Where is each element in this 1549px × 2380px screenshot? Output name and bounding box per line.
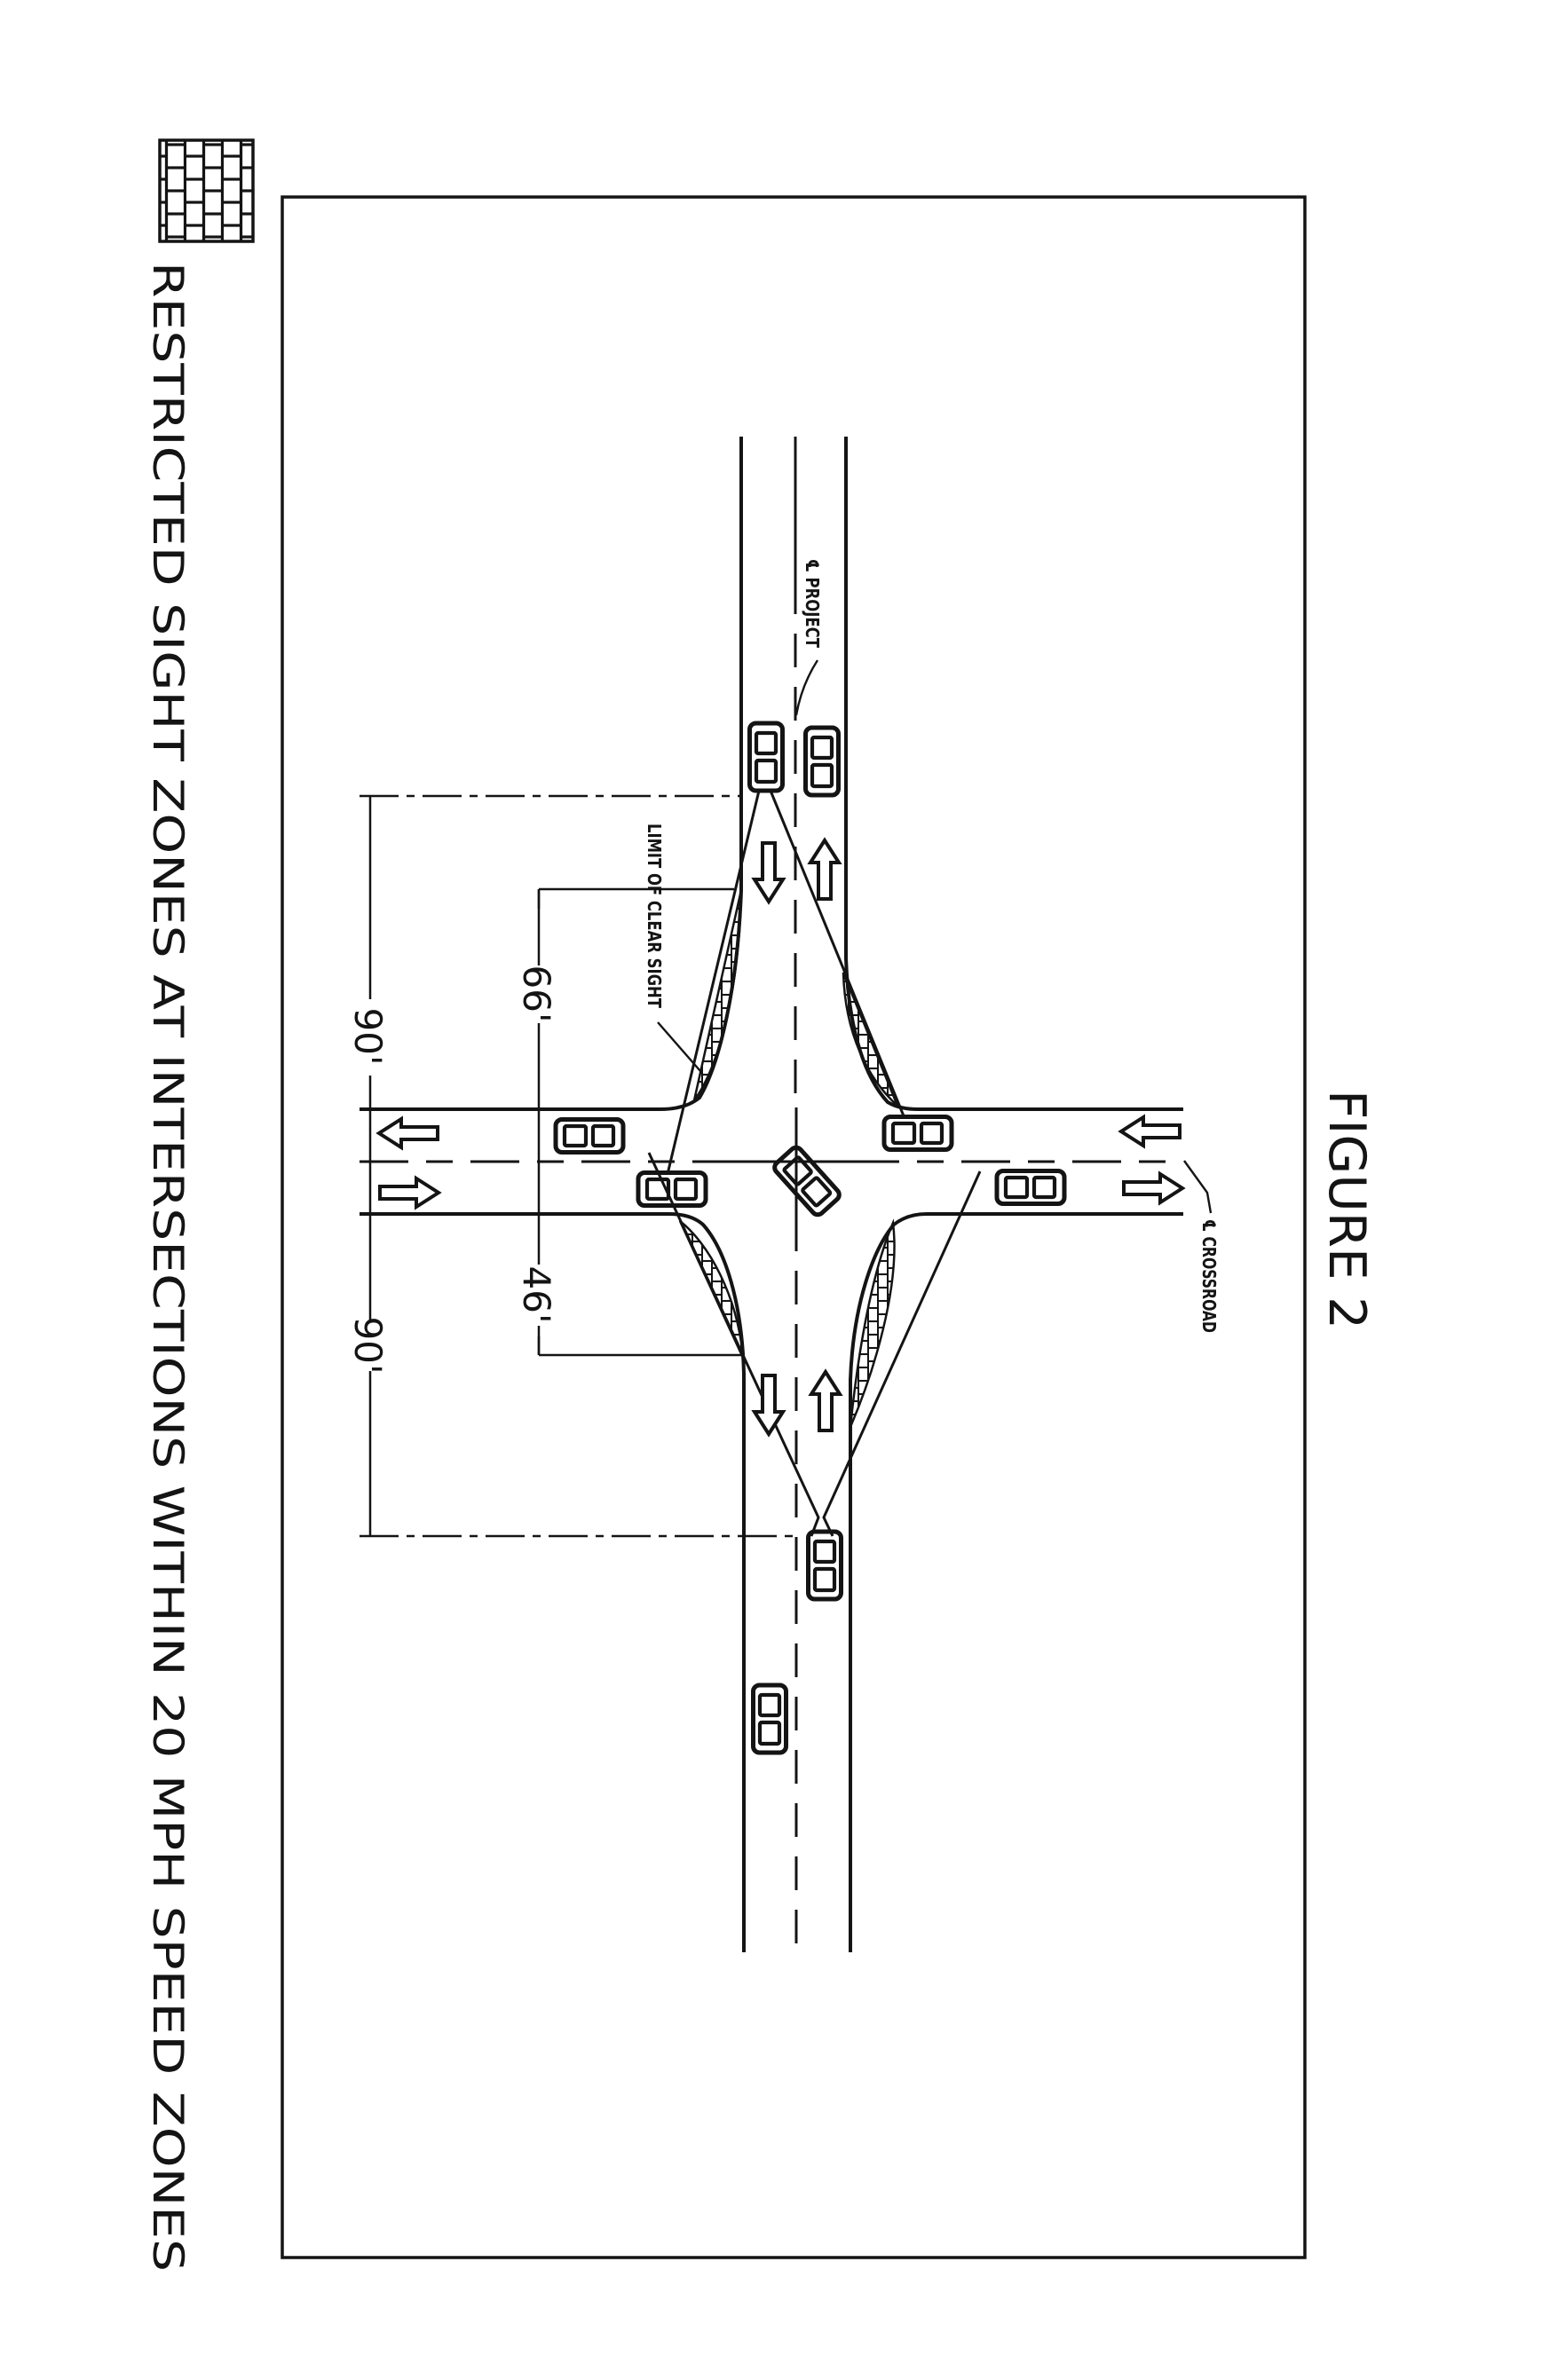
down-arrow-icon (755, 843, 783, 902)
sight-line-ne (771, 791, 905, 1118)
restricted-zone-nw (694, 890, 741, 1100)
sight-line-sw (649, 1153, 818, 1536)
car-northbound-north-leg (806, 728, 839, 795)
cl-crossroad-leader-line (1184, 1161, 1211, 1213)
sight-line-nw (668, 791, 759, 1174)
up-arrow-icon (811, 1372, 840, 1430)
car-southbound-south-leg (754, 1685, 786, 1753)
limit-of-clear-sight-label: LIMIT OF CLEAR SIGHT (644, 824, 665, 1049)
dimension-ref-line-66 (539, 889, 734, 909)
road-edge-se (850, 1214, 1183, 1952)
dimension-label-90-south: 90' (346, 1316, 390, 1375)
cl-crossroad-label: ℄ CROSSROAD (1198, 1219, 1220, 1365)
car-east-leg-bottom-lane (997, 1171, 1064, 1204)
lane-arrows (379, 840, 1182, 1434)
car-turning-in-intersection (772, 1145, 842, 1217)
dimension-label-90-north: 90' (346, 1007, 390, 1066)
up-arrow-icon (810, 840, 839, 899)
car-northbound-south-leg (809, 1532, 842, 1599)
restricted-zone-ne (843, 973, 897, 1106)
road-edge-ne (846, 437, 1183, 1109)
road-edges (360, 437, 1183, 1952)
figure-label: FIGURE 2 (1317, 1090, 1376, 1326)
car-east-leg-top-lane (884, 1117, 952, 1150)
vehicles (556, 723, 1064, 1753)
down-arrow-icon (755, 1375, 783, 1434)
dimension-ref-line-46 (539, 1336, 744, 1355)
sight-line-se (824, 1171, 980, 1536)
cl-project-label: ℄ PROJECT (802, 559, 823, 667)
left-arrow-icon (1121, 1117, 1180, 1146)
right-arrow-icon (1124, 1174, 1182, 1202)
car-west-leg-top-lane (556, 1120, 623, 1153)
right-arrow-icon (380, 1178, 439, 1207)
dimension-label-46: 46' (515, 1265, 558, 1324)
page-title: RESTRICTED SIGHT ZONES AT INTERSECTIONS WITHIN 20 MPH SPEED ZONES (143, 262, 192, 1883)
road-centerlines (360, 437, 1183, 1952)
left-arrow-icon (379, 1119, 438, 1147)
brick-hatch-swatch-icon (160, 140, 253, 241)
dimension-label-66: 66' (515, 965, 558, 1023)
road-edge-sw (360, 1214, 744, 1952)
restricted-sight-zones (680, 890, 897, 1427)
cl-project-leader-line (796, 660, 818, 715)
limit-of-clear-sight-leader-line (658, 1022, 700, 1071)
drawing-frame (282, 197, 1305, 2258)
car-southbound-north-leg (750, 723, 783, 791)
